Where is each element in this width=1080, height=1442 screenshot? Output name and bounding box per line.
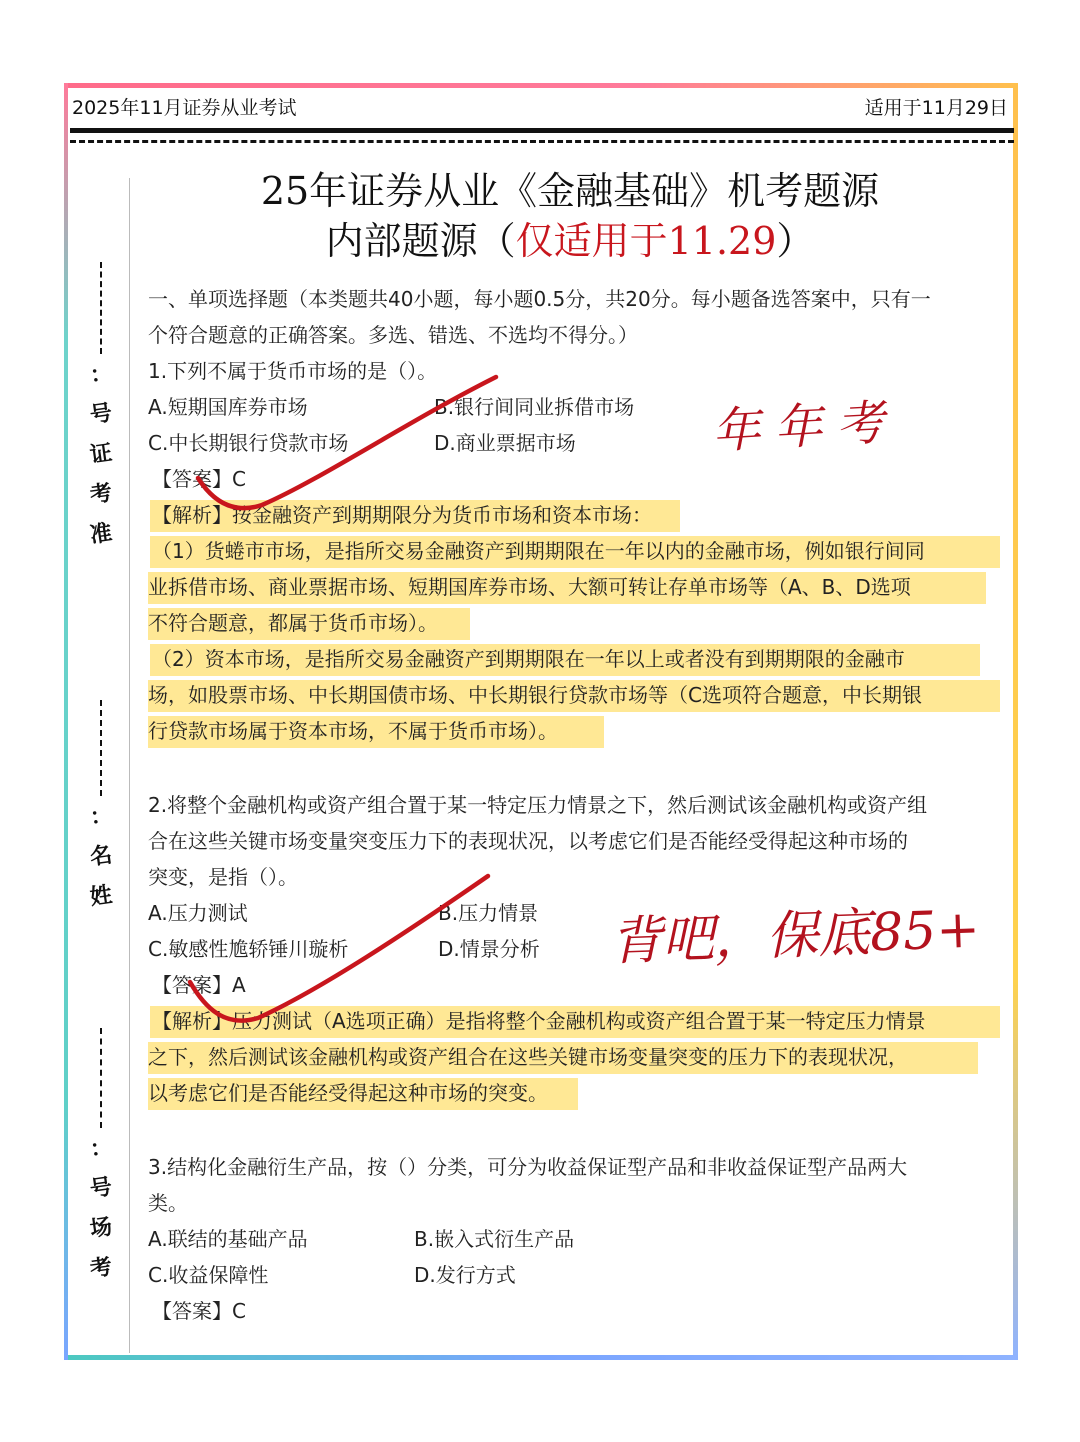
name-field	[84, 700, 118, 916]
question-stem: 1.下列不属于货币市场的是（）。	[148, 359, 438, 383]
option-a: A.联结的基础产品	[148, 1227, 308, 1251]
margin-rule	[129, 178, 130, 1353]
analysis-line: 行贷款市场属于资本市场，不属于货币市场）。	[148, 719, 558, 743]
name-line	[100, 700, 102, 796]
side-char: 号	[88, 399, 114, 429]
analysis-line: 【解析】按金融资产到期期限分为货币市场和资本市场：	[152, 503, 652, 527]
analysis-line: 【解析】压力测试（A选项正确）是指将整个金融机构或资产组合置于某一特定压力情景	[152, 1009, 926, 1033]
page-subtitle: 内部题源（仅适用于11.29）	[325, 219, 815, 263]
analysis-line: 之下，然后测试该金融机构或资产组合在这些关键市场变量突变的压力下的表现状况，	[148, 1045, 908, 1069]
subtitle-red-text: 仅适用于11.29	[515, 219, 777, 263]
option-b: B.压力情景	[438, 901, 539, 925]
header-dashed-rule	[70, 140, 1014, 143]
seat-number-field	[84, 1028, 118, 1288]
side-char: 号	[88, 1173, 114, 1203]
option-d: D.商业票据市场	[434, 431, 576, 455]
analysis-line: 以考虑它们是否能经受得起这种市场的突变。	[148, 1081, 548, 1105]
answer-label: 【答案】A	[152, 973, 246, 997]
side-char: 准	[88, 519, 114, 549]
analysis-line: （2）资本市场，是指所交易金融资产到期期限在一年以上或者没有到期期限的金融市	[152, 647, 905, 671]
option-d: D.情景分析	[438, 937, 540, 961]
analysis-line: （1）货蜷市市场，是指所交易金融资产到期期限在一年以内的金融市场，例如银行间同	[152, 539, 925, 563]
side-char: 考	[88, 1253, 114, 1283]
option-d: D.发行方式	[414, 1263, 516, 1287]
side-char: 场	[88, 1213, 114, 1243]
side-char: 姓	[88, 881, 114, 911]
handwritten-note: 背吧，保底85+	[609, 899, 981, 973]
seat-number-line	[100, 1028, 102, 1128]
option-c: C.收益保障性	[148, 1263, 269, 1287]
question-stem: 合在这些关键市场变量突变压力下的表现状况，以考虑它们是否能经受得起这种市场的	[148, 829, 908, 853]
option-c: C.中长期银行贷款市场	[148, 431, 349, 455]
handwritten-note: 年年考	[710, 394, 900, 460]
admission-number-line	[100, 262, 102, 354]
side-char: 考	[88, 479, 114, 509]
option-b: B.银行间同业拆借市场	[434, 395, 635, 419]
analysis-line: 业拆借市场、商业票据市场、短期国库券市场、大额可转让存单市场等（A、B、D选项	[148, 575, 911, 599]
side-char: 证	[88, 439, 114, 469]
side-char: ：	[88, 359, 114, 389]
section-intro: 一、单项选择题（本类题共40小题，每小题0.5分，共20分。每小题备选答案中，只有一	[148, 287, 931, 311]
frame-bottom-border	[66, 1355, 1018, 1360]
header-solid-rule	[70, 128, 1014, 133]
frame-left-border	[64, 83, 68, 1360]
analysis-line: 场，如股票市场、中长期国债市场、中长期银行贷款市场等（C选项符合题意，中长期银	[148, 683, 922, 707]
option-a: A.压力测试	[148, 901, 248, 925]
page-title: 25年证券从业《金融基础》机考题源	[260, 169, 880, 213]
question-stem: 突变，是指（）。	[148, 865, 298, 889]
side-char: ：	[88, 801, 114, 831]
side-char: ：	[88, 1133, 114, 1163]
analysis-line: 不符合题意，都属于货币市场）。	[148, 611, 438, 635]
side-char: 名	[88, 841, 114, 871]
option-c: C.敏感性尯轿锤川璇析	[148, 937, 349, 961]
option-a: A.短期国库券市场	[148, 395, 308, 419]
question-stem: 2.将整个金融机构或资产组合置于某一特定压力情景之下，然后测试该金融机构或资产组	[148, 793, 928, 817]
answer-label: 【答案】C	[152, 467, 246, 491]
frame-top-border	[66, 83, 1018, 88]
answer-label: 【答案】C	[152, 1299, 246, 1323]
frame-right-border	[1013, 83, 1018, 1360]
question-stem: 类。	[148, 1191, 188, 1215]
applicable-date: 适用于11月29日	[864, 97, 1008, 119]
exam-header: 2025年11月证券从业考试	[72, 97, 297, 119]
option-b: B.嵌入式衍生产品	[414, 1227, 575, 1251]
question-stem: 3.结构化金融衍生产品，按（）分类，可分为收益保证型产品和非收益保证型产品两大	[148, 1155, 908, 1179]
admission-number-field	[84, 262, 118, 554]
section-intro: 个符合题意的正确答案。多选、错选、不选均不得分。）	[148, 323, 638, 347]
